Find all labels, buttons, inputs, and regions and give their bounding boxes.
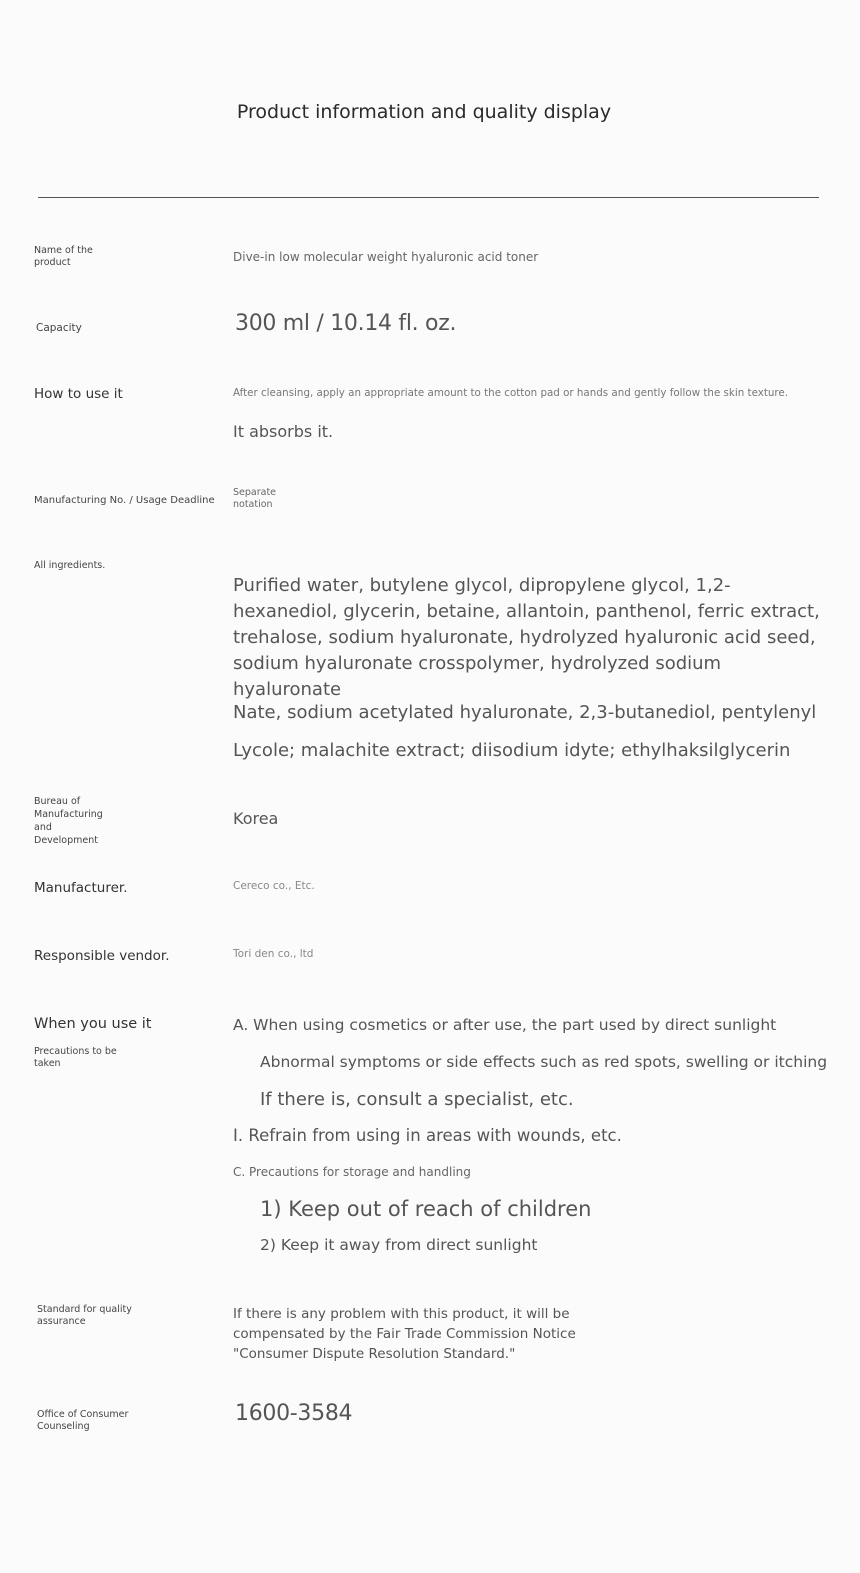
manufacturer-label: Manufacturer. <box>34 880 128 896</box>
precaution-c-2: 2) Keep it away from direct sunlight <box>260 1236 538 1254</box>
name-value: Dive-in low molecular weight hyaluronic acid toner <box>233 250 539 264</box>
ingredients-label: All ingredients. <box>34 560 106 571</box>
capacity-label: Capacity <box>36 322 82 334</box>
ingredients-value-2: Nate, sodium acetylated hyaluronate, 2,3-butanediol, pentylenyl <box>233 702 817 723</box>
precautions-sublabel: Precautions to be taken <box>34 1046 117 1069</box>
manufacturing-value: Separate notation <box>233 487 277 510</box>
page-title: Product information and quality display <box>236 101 612 123</box>
manufacturing-label: Manufacturing No. / Usage Deadline <box>34 495 215 506</box>
counseling-value: 1600-3584 <box>235 1401 353 1426</box>
bureau-label: Bureau of Manufacturing and Development <box>34 796 103 846</box>
precaution-c: C. Precautions for storage and handling <box>233 1165 471 1179</box>
quality-value: If there is any problem with this product, it will be compensated by the Fair Trade Commission Notice "Consumer Dispute Resolution Standard." <box>233 1306 576 1362</box>
precaution-a-2: If there is, consult a specialist, etc. <box>260 1089 574 1110</box>
name-label: Name of the product <box>34 245 93 268</box>
vendor-value: Tori den co., ltd <box>233 948 314 960</box>
quality-label: Standard for quality assurance <box>37 1304 132 1327</box>
precaution-a: A. When using cosmetics or after use, the part used by direct sunlight <box>233 1016 777 1034</box>
precaution-a-1: Abnormal symptoms or side effects such as red spots, swelling or itching <box>260 1053 828 1071</box>
precaution-b: I. Refrain from using in areas with wounds, etc. <box>233 1126 622 1145</box>
manufacturer-value: Cereco co., Etc. <box>233 880 315 892</box>
counseling-label: Office of Consumer Counseling <box>37 1409 129 1432</box>
ingredients-value-3: Lycole; malachite extract; diisodium idyte; ethylhaksilglycerin <box>233 740 791 761</box>
how-to-use-value-2: It absorbs it. <box>233 422 334 441</box>
how-to-use-label: How to use it <box>34 386 123 402</box>
precaution-c-1: 1) Keep out of reach of children <box>260 1197 592 1221</box>
bureau-value: Korea <box>233 809 279 828</box>
ingredients-value: Purified water, butylene glycol, dipropylene glycol, 1,2-hexanediol, glycerin, betaine, allantoin, panthenol, ferric extract, trehalose, sodium hyaluronate, hydrolyzed hyaluronic acid seed, sodium hyaluronate crosspolymer, hydrolyzed sodium hyaluronate <box>233 575 820 700</box>
precautions-label: When you use it <box>34 1016 152 1032</box>
capacity-value: 300 ml / 10.14 fl. oz. <box>235 311 457 336</box>
how-to-use-value: After cleansing, apply an appropriate amount to the cotton pad or hands and gently follow the skin texture. <box>233 387 789 399</box>
header-divider <box>38 197 819 198</box>
vendor-label: Responsible vendor. <box>34 948 170 964</box>
